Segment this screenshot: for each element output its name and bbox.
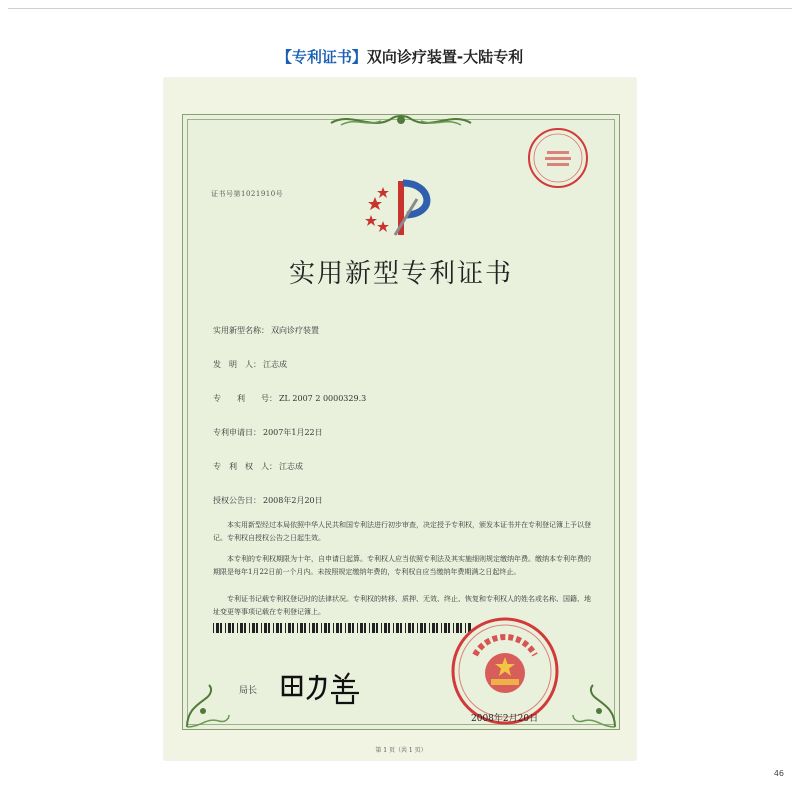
- director-label: 局长: [239, 686, 258, 696]
- barcode-bar: [276, 623, 279, 633]
- bottom-left-ornament: [183, 681, 233, 731]
- bottom-right-ornament: [569, 681, 619, 731]
- barcode-bar: [228, 623, 231, 633]
- barcode-bar: [213, 623, 214, 633]
- barcode-bar: [372, 623, 375, 633]
- barcode-bar: [321, 623, 322, 633]
- heading-title: 双向诊疗装置-大陆专利: [366, 48, 524, 66]
- field-value: 双向诊疗装置: [271, 326, 319, 335]
- certificate-number: 证书号第1021910号: [211, 190, 284, 198]
- barcode-bar: [336, 623, 339, 633]
- barcode-bar: [396, 623, 399, 633]
- barcode-bar: [424, 623, 426, 633]
- barcode-bar: [384, 623, 387, 633]
- barcode-bar: [280, 623, 282, 633]
- barcode-bar: [309, 623, 310, 633]
- field-application-date: [213, 427, 323, 438]
- barcode-icon: [213, 623, 471, 633]
- barcode-bar: [348, 623, 351, 633]
- certificate-page-footer: 第 1 页（共 1 页）: [375, 747, 427, 754]
- barcode-bar: [273, 623, 274, 633]
- barcode-bar: [328, 623, 330, 633]
- barcode-bar: [256, 623, 258, 633]
- patent-office-logo-icon: [361, 175, 447, 239]
- barcode-bar: [357, 623, 358, 633]
- field-value: 2007年1月22日: [263, 428, 323, 437]
- barcode-bar: [376, 623, 378, 633]
- field-patentee: [213, 461, 303, 472]
- barcode-bar: [264, 623, 267, 633]
- barcode-bar: [360, 623, 363, 633]
- barcode-bar: [232, 623, 234, 633]
- field-label: 实用新型名称：: [213, 326, 269, 335]
- barcode-bar: [417, 623, 418, 633]
- barcode-bar: [333, 623, 334, 633]
- barcode-bar: [345, 623, 346, 633]
- barcode-bar: [412, 623, 414, 633]
- barcode-bar: [324, 623, 327, 633]
- field-utility-name: [213, 325, 319, 336]
- barcode-bar: [381, 623, 382, 633]
- barcode-bar: [237, 623, 238, 633]
- barcode-bar: [441, 623, 442, 633]
- barcode-bar: [220, 623, 222, 633]
- barcode-bar: [405, 623, 406, 633]
- barcode-bar: [249, 623, 250, 633]
- barcode-bar: [304, 623, 306, 633]
- barcode-bar: [408, 623, 411, 633]
- top-divider: [8, 8, 792, 9]
- barcode-bar: [429, 623, 430, 633]
- barcode-bar: [364, 623, 366, 633]
- page-heading: [0, 46, 800, 67]
- barcode-bar: [400, 623, 402, 633]
- barcode-bar: [216, 623, 219, 633]
- barcode-bar: [393, 623, 394, 633]
- barcode-bar: [312, 623, 315, 633]
- field-value: 江志成: [279, 462, 303, 471]
- barcode-bar: [240, 623, 243, 633]
- director-signature-icon: [279, 665, 379, 705]
- certificate-title: 实用新型专利证书: [288, 259, 513, 289]
- barcode-bar: [444, 623, 447, 633]
- barcode-bar: [268, 623, 270, 633]
- barcode-bar: [285, 623, 286, 633]
- barcode-bar: [244, 623, 246, 633]
- barcode-bar: [436, 623, 438, 633]
- barcode-bar: [420, 623, 423, 633]
- seal-date: 2008年2月20日: [471, 714, 539, 724]
- page-number: 46: [773, 769, 784, 778]
- barcode-bar: [388, 623, 390, 633]
- barcode-bar: [352, 623, 354, 633]
- field-label: 专利申请日：: [213, 428, 261, 437]
- heading-bracket: 【专利证书】: [276, 48, 367, 66]
- patent-certificate: [182, 114, 620, 754]
- field-label: 专 利 权 人：: [213, 462, 277, 471]
- field-label: 授权公告日：: [213, 496, 261, 505]
- barcode-bar: [340, 623, 342, 633]
- field-label: 专 利 号：: [213, 394, 277, 403]
- field-value: 江志成: [263, 360, 287, 369]
- barcode-bar: [225, 623, 226, 633]
- certificate-paragraph-2: 本专利的专利权期限为十年，自申请日起算。专利权人应当依照专利法及其实施细则规定缴纳年费。缴纳本专利年费的期限是每年1月22日前一个月内。未按照规定缴纳年费的，专利权自应当缴纳年费期满之日起终止。: [213, 555, 591, 576]
- certificate-scan: [164, 78, 636, 760]
- field-label: 发 明 人：: [213, 360, 261, 369]
- office-stamp-icon: [525, 125, 591, 191]
- barcode-bar: [316, 623, 318, 633]
- barcode-bar: [288, 623, 291, 633]
- field-value: ZL 2007 2 0000329.3: [279, 394, 367, 403]
- barcode-bar: [292, 623, 294, 633]
- barcode-bar: [369, 623, 370, 633]
- barcode-bar: [300, 623, 303, 633]
- field-inventor: [213, 359, 287, 370]
- field-patent-number: [213, 393, 366, 404]
- certificate-paragraph-1: 本实用新型经过本局依照中华人民共和国专利法进行初步审查，决定授予专利权，颁发本证书并在专利登记簿上予以登记。专利权自授权公告之日起生效。: [213, 521, 591, 542]
- barcode-bar: [432, 623, 435, 633]
- field-grant-date: [213, 495, 323, 506]
- field-value: 2008年2月20日: [263, 496, 323, 505]
- top-ornament: [321, 109, 481, 133]
- barcode-bar: [252, 623, 255, 633]
- certificate-paragraph-3: 专利证书记载专利权登记时的法律状况。专利权的转移、质押、无效、终止、恢复和专利权人的姓名或名称、国籍、地址变更等事项记载在专利登记簿上。: [213, 595, 591, 616]
- barcode-bar: [297, 623, 298, 633]
- barcode-bar: [261, 623, 262, 633]
